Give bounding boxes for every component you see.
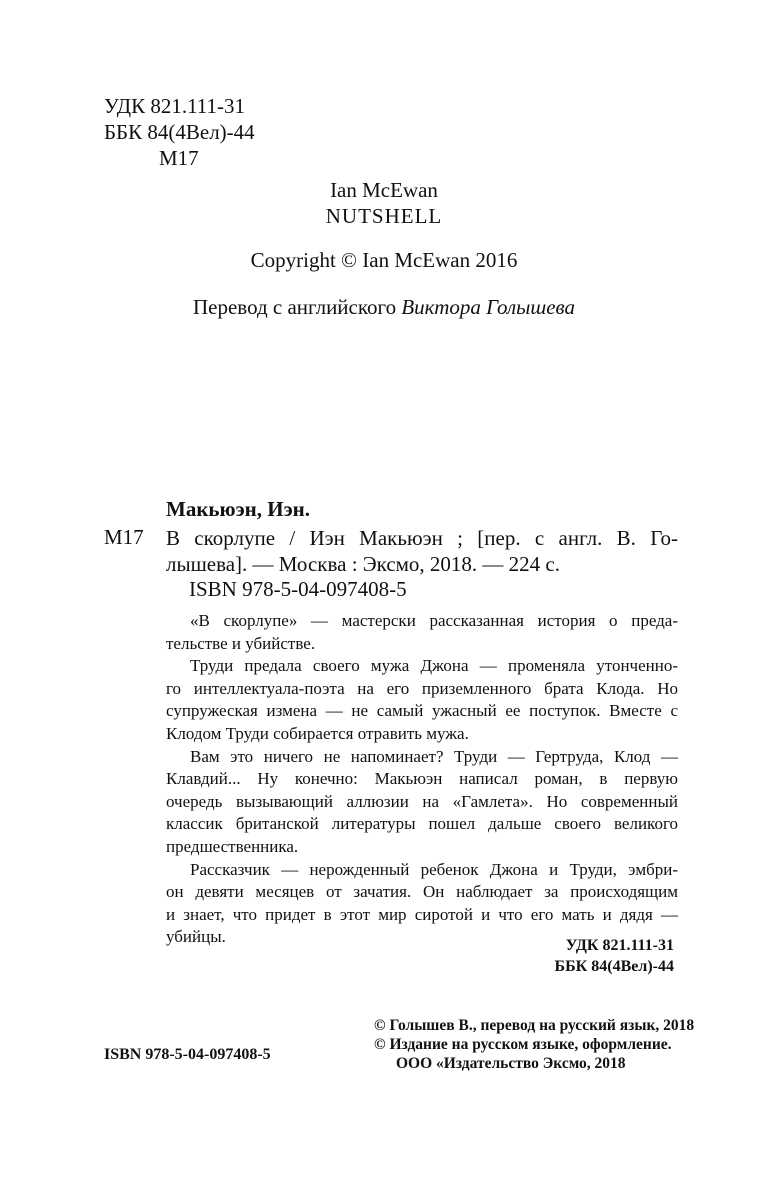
- annotation-line: супружеская измена — не самый ужасный ее поступок. Вместе с: [166, 701, 678, 721]
- annotation-line: классик британской литературы пошел дальше своего великого: [166, 814, 678, 834]
- annotation-line: очередь вызывающий аллюзии на «Гамлета». Но современный: [166, 791, 678, 811]
- annotation-line: го интеллектуала-поэта на его приземленного брата Клода. Но: [166, 678, 678, 698]
- bbk-code: ББК 84(4Вел)-44: [104, 120, 255, 144]
- annotation-line: Клодом Труди собирается отравить мужа.: [166, 723, 469, 743]
- bib-line: В скорлупе / Иэн Макьюэн ; [пер. с англ. В. Го-: [166, 526, 678, 550]
- udk-code: УДК 821.111-31: [104, 94, 246, 118]
- author-mark: М17: [159, 146, 199, 170]
- copyright-block: [374, 1016, 694, 1073]
- copyright-translation: © Голышев В., перевод на русский язык, 2018: [374, 1017, 695, 1034]
- bbk-code-bottom: ББК 84(4Вел)-44: [554, 958, 674, 975]
- annotation: [166, 610, 678, 949]
- bib-line: лышева]. — Москва : Эксмо, 2018. — 224 с.: [166, 552, 560, 576]
- translation-prefix: Перевод с английского: [193, 295, 402, 319]
- isbn-bottom: ISBN 978-5-04-097408-5: [104, 1046, 271, 1063]
- author-mark-left: М17: [104, 525, 144, 549]
- translator-name: Виктора Голышева: [401, 295, 575, 319]
- bibliographic-record: [166, 525, 678, 577]
- original-title: NUTSHELL: [325, 204, 443, 228]
- original-author: Ian McEwan: [330, 178, 438, 202]
- annotation-line: Вам это ничего не напоминает? Труди — Гертруда, Клод —: [190, 746, 678, 766]
- annotation-line: Рассказчик — нерожденный ребенок Джона и Труди, эмбри-: [190, 859, 678, 879]
- annotation-line: и знает, что придет в этот мир сиротой и что его мать и дядя —: [166, 904, 678, 924]
- annotation-line: он девяти месяцев от зачатия. Он наблюдает за происходящим: [166, 882, 678, 902]
- translation-credit: [0, 295, 768, 320]
- annotation-line: Клавдий... Ну конечно: Макьюэн написал роман, в первую: [166, 769, 678, 789]
- annotation-line: предшественника.: [166, 836, 299, 856]
- copyright-line: Copyright © Ian McEwan 2016: [250, 248, 518, 272]
- isbn-record: ISBN 978-5-04-097408-5: [189, 577, 407, 601]
- copyright-publisher: ООО «Издательство Эксмо, 2018: [396, 1055, 626, 1072]
- annotation-line: Труди предала своего мужа Джона — променяла утонченно-: [190, 656, 678, 676]
- annotation-line: убийцы.: [166, 927, 226, 947]
- annotation-line: «В скорлупе» — мастерски рассказанная история о преда-: [190, 611, 678, 630]
- author-heading: Макьюэн, Иэн.: [166, 497, 311, 521]
- annotation-line: тельстве и убийстве.: [166, 633, 316, 653]
- copyright-edition: © Издание на русском языке, оформление.: [374, 1036, 672, 1053]
- udk-code-bottom: УДК 821.111-31: [565, 937, 674, 954]
